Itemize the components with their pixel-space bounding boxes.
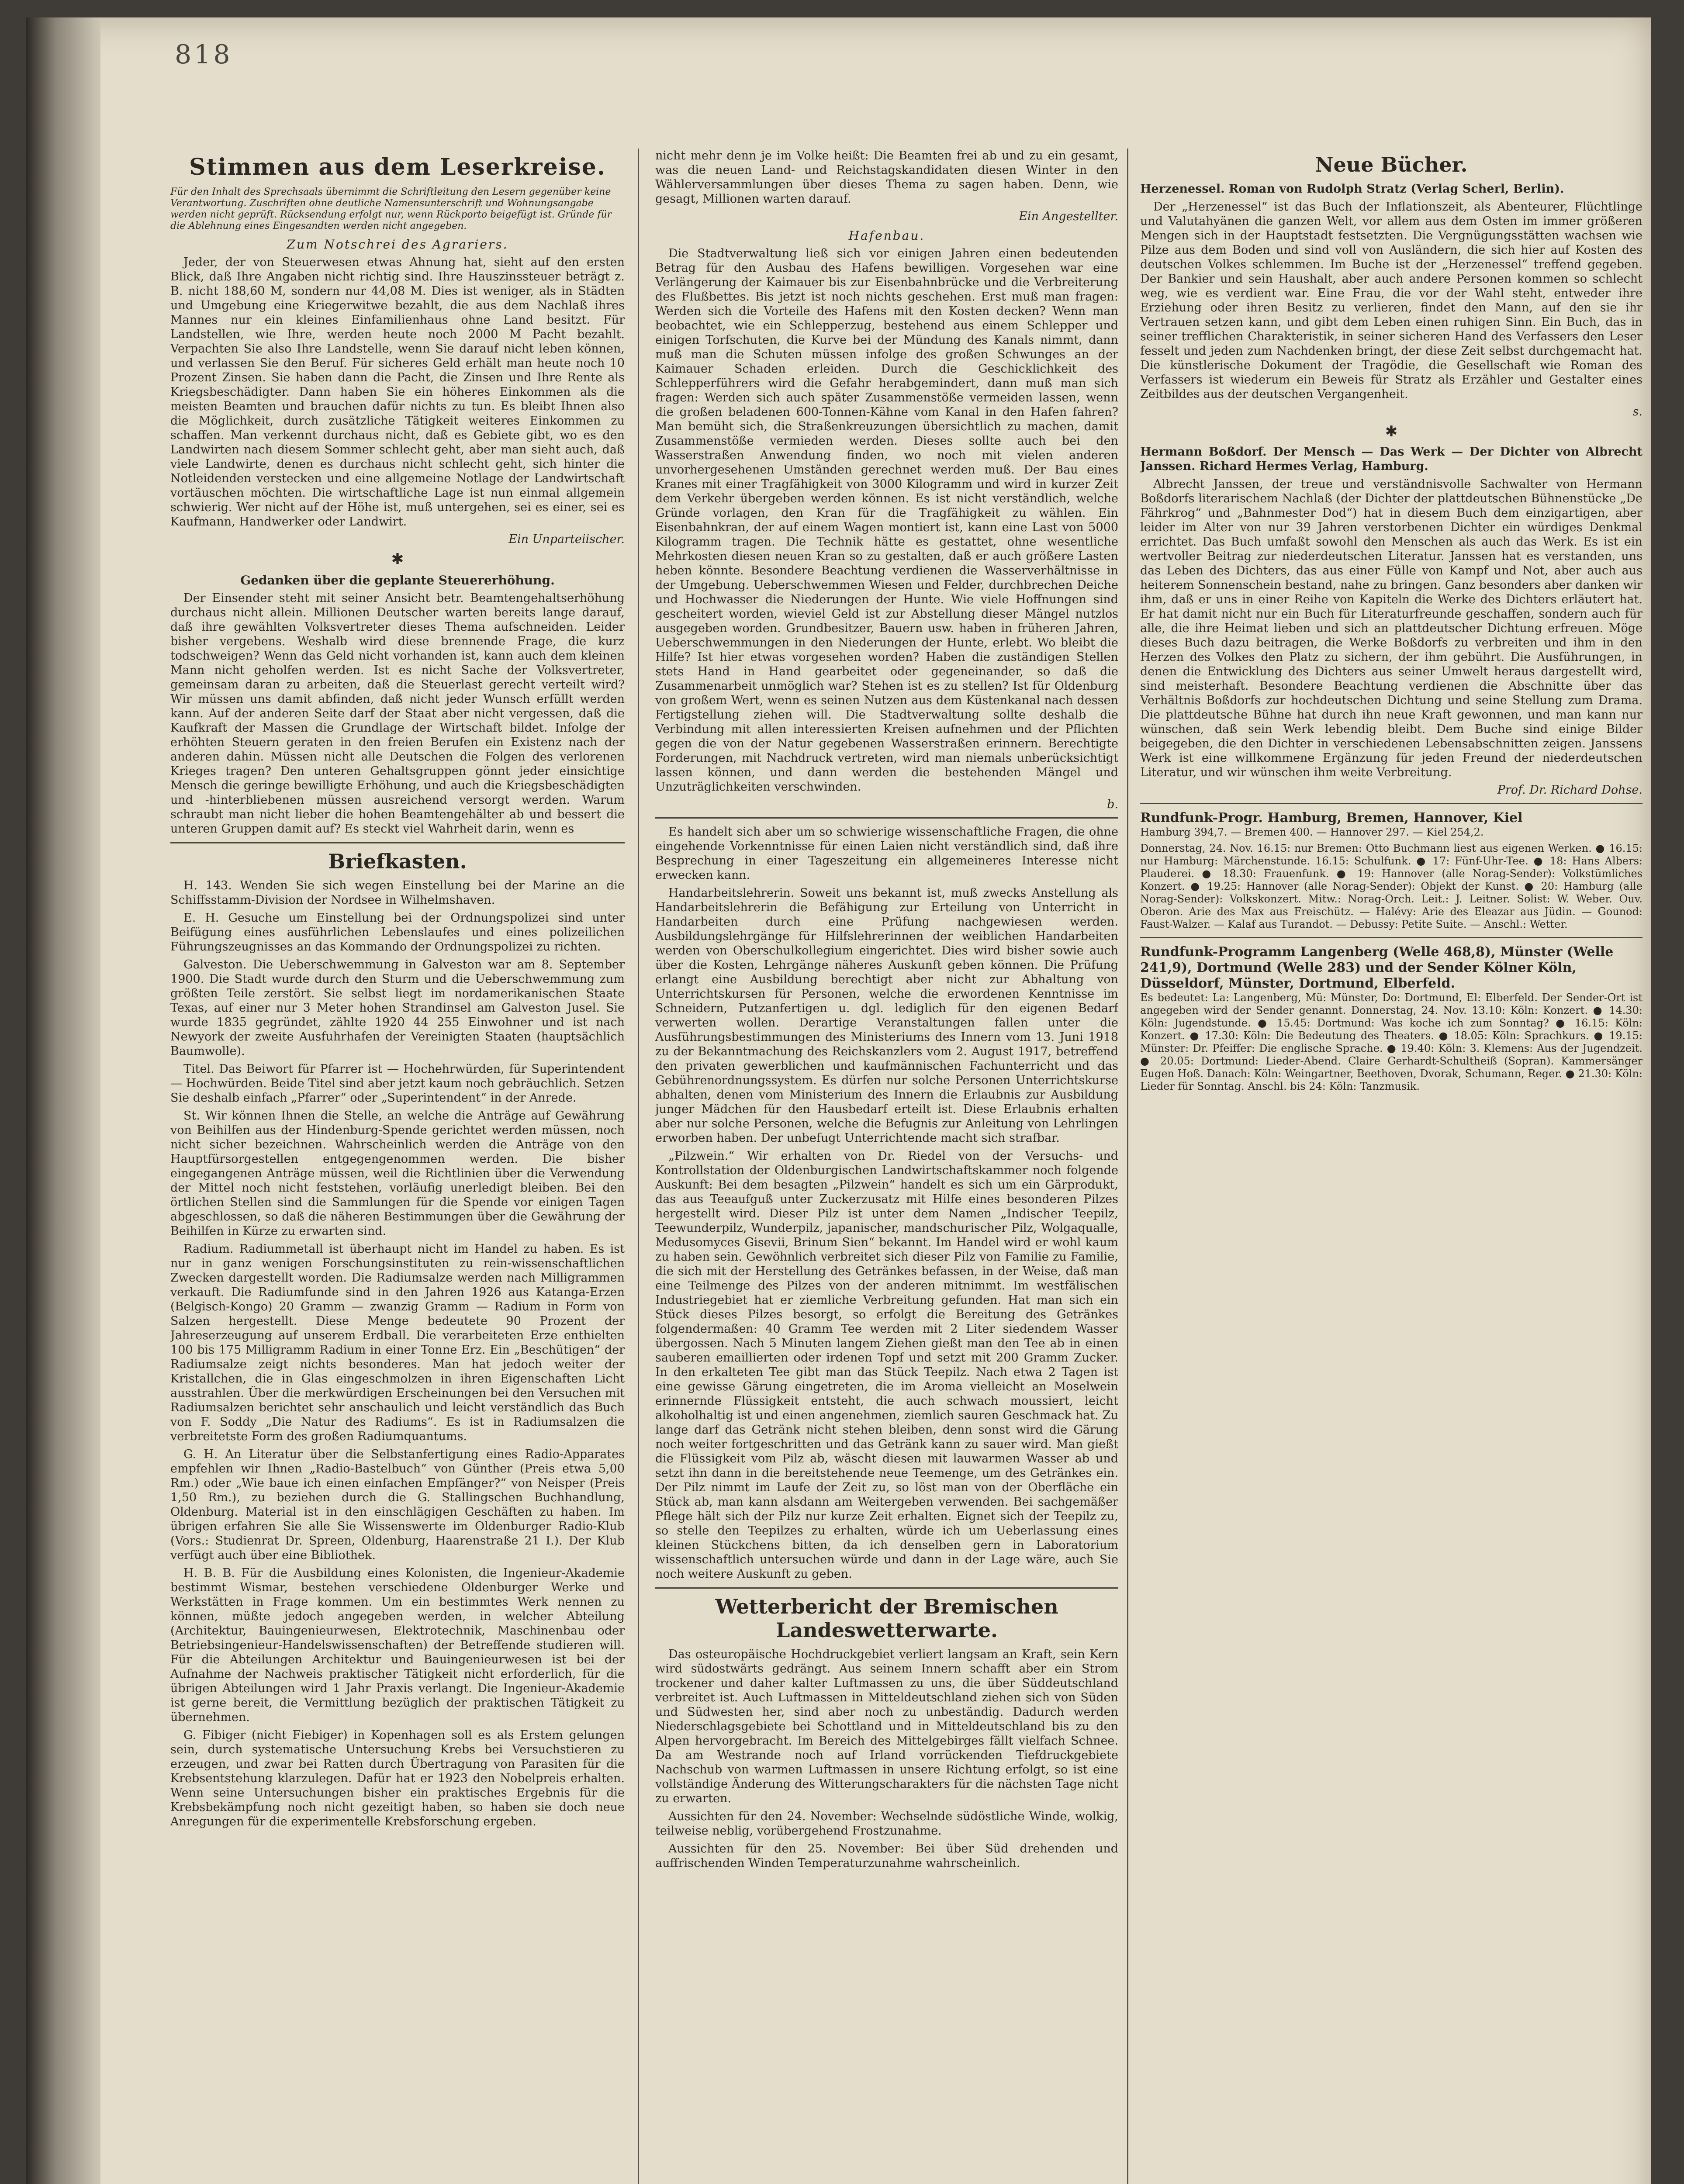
subsection-title-steuer: Gedanken über die geplante Steuererhöhung. (240, 573, 555, 587)
brief-item: „Pilzwein.“ Wir erhalten von Dr. Riedel von der Versuchs- und Kontrollstation der Oldenburgischen Landwirtschaftskammer noch folgende Auskunft: Bei dem besagten „Pilzwein“ handelt es sich um ein Gärprodukt, das aus Teeaufguß unter Zuckerzusatz mit Hilfe eines besonderen Pilzes hergestellt wird. Dieser Pilz ist unter dem Namen „Indischer Teepilz, Teewunderpilz, Wunderpilz, japanischer, mandschurischer Pilz, Wolgaqualle, Medusomyces Gisevii, Brinum Sien“ bekannt. Im Handel wird er wohl kaum zu haben sein. Gewöhnlich verbreitet sich dieser Pilz von Familie zu Familie, die sich mit der Herstellung des Getränkes befassen, in der Weise, daß man eine Teilmenge des Pilzes von der anderen mitnimmt. Im westfälischen Industriegebiet hat er ziemliche Verbreitung gefunden. Hat man sich ein Stück dieses Pilzes besorgt, so erfolgt die Bereitung des Getränkes folgendermaßen: 40 Gramm Tee werden mit 2 Liter siedendem Wasser übergossen. Nach 5 Minuten langem Ziehen gießt man den Tee ab in einen sauberen emaillierten oder irdenen Topf und setzt mit 200 Gramm Zucker. In den erkalteten Tee gibt man das Stück Teepilz. Nach etwa 2 Tagen ist eine gewisse Gärung eingetreten, die im Aroma vielleicht an Moselwein erinnernde Flüssigkeit entsteht, die auch schwach moussiert, leicht alkoholhaltig ist und einen angenehmen, ziemlich sauren Geschmack hat. Zu lange darf das Getränk nicht stehen bleiben, denn sonst wird die Gärung noch weiter fortgeschritten und das Getränk kann zu sauer wird. Man gießt die Flüssigkeit vom Pilz ab, wäscht diesen mit lauwarmen Wasser ab und setzt ihn dann in die bereitstehende neue Teemenge, um des Getränkes ein. Der Pilz nimmt im Laufe der Zeit zu, so löst man von der Oberfläche ein Stück ab, man kann alsdann am Weitergeben verwenden. Bei sachgemäßer Pflege hält sich der Pilz nur kurze Zeit erhalten. Eignet sich der Teepilz zu, so stelle den Teepilzes zu erhalten, würde ich um Ueberlassung eines kleinen Stückchens bitten, da ich denselben gern in Laboratorium wissenschaftlich untersuchen würde und dann in der Lage wäre, auch Sie noch weitere Auskunft zu geben. (655, 1149, 1118, 1581)
disclaimer-note: Für den Inhalt des Sprechsaals übernimmt die Schriftleitung den Lesern gegenüber keine Verantwortung. Zuschriften ohne deutliche Namensunterschrift und Wohnungsangabe werden nicht geprüft. Rücksendung erfolgt nur, wenn Rückporto beigefügt ist. Gründe für die Ablehnung eines Eingesandten werden nicht angegeben. (170, 187, 612, 232)
separator-star: ✱ (391, 550, 404, 568)
bottle-shape-icon (1236, 2180, 1568, 2184)
letter-steuer-body: Der Einsender steht mit seiner Ansicht betr. Beamtengehaltserhöhung durchaus nicht allein. Millionen Deutscher warten bereits lange darauf, daß ihre gewählten Volksvertreter dieses Thema aufschneiden. Leider bisher vergebens. Weshalb wird diese brennende Frage, die kurz todschweigen? Wenn das Geld nicht vorhanden ist, kann auch dem kleinen Mann nicht geholfen werden. Ist es nicht Sache der Volksvertreter, gemeinsam daran zu arbeiten, daß die Steuerlast gerecht verteilt wird? Wir müssen uns damit abfinden, daß nicht jeder Wunsch erfüllt werden kann. Auf der anderen Seite darf der Staat aber nicht vergessen, daß die Kaufkraft der Massen die Grundlage der Wirtschaft bildet. Infolge der erhöhten Steuern geraten in den freien Berufen ein Existenz nach der anderen dahin. Müssen nicht alle Deutschen die Folgen des verlorenen Krieges tragen? Den unteren Gehaltsgruppen gönnt jeder einsichtige Mensch die geringe bewilligte Erhöhung, und auch die Kriegsbeschädigten und -hinterbliebenen müssen ausreichend versorgt werden. Warum schraubt man nicht lieber die hohen Beamtengehälter ab und bessert die unteren Gruppen damit auf? Es steckt viel Wahrheit darin, wenn es (170, 591, 625, 836)
radio-hamburg-listings: Donnerstag, 24. Nov. 16.15: nur Bremen: Otto Buchmann liest aus eigenen Werken. ● 16.15: nur Hamburg: Märchenstunde. 16.15: Schulfunk. ● 17: Fünf-Uhr-Tee. ● 18: Hans Albers: Plauderei. ● 18.30: Frauenfunk. ● 19: Hannover (alle Norag-Sender): Volkstümliches Konzert. ● 19.25: Hannover (alle Norag-Sender): Objekt der Kunst. ● 20: Hamburg (alle Norag-Sender): Volkskonzert. Mitw.: Norag-Orch. Leit.: J. Leitner. Solist: W. Weber. Ouv. Oberon. Arie des Max aus Freischütz. — Halévy: Arie des Eleazar aus Jüdin. — Gounod: Faust-Walzer. — Kalaf aus Turandot. — Debussy: Petite Suite. — Anschl.: Wetter. (1140, 842, 1643, 930)
page-number: 818 (175, 39, 233, 70)
letter-continuation-signature: Ein Angestellter. (1019, 210, 1118, 223)
brief-item: Galveston. Die Ueberschwemmung in Galveston war am 8. September 1900. Die Stadt wurde durch den Sturm und die Ueberschwemmung zum größten Teile zerstört. Sie selbst liegt im nordamerikanischen Staate Texas, auf einer nur 3 Meter hohen Strandinsel am Galveston Jusel. Sie wurde 1835 gegründet, zählte 1920 44 255 Einwohner und ist nach Newyork der zweite Ausfuhrhafen der Vereinigten Staaten (hauptsächlich Baumwolle). (170, 958, 625, 1058)
column-rule-2 (1127, 149, 1128, 2184)
brief-item: H. 143. Wenden Sie sich wegen Einstellung bei der Marine an die Schiffsstamm-Division der Nordsee in Wilhelmshaven. (170, 879, 625, 907)
subsection-title-hafenbau: Hafenbau. (848, 228, 925, 243)
brief-item: G. Fibiger (nicht Fiebiger) in Kopenhagen soll es als Erstem gelungen sein, durch systematische Untersuchung Krebs bei Versuchstieren zu erzeugen, und zwar bei Ratten durch Übertragung von Parasiten für die Krebsentstehung klarzulegen. Dafür hat er 1923 den Nobelpreis erhalten. Wenn seine Untersuchungen bisher ein praktisches Ergebnis für die Krebsbekämpfung noch nicht gezeitigt haben, so haben sie doch neue Anregungen für die experimentelle Krebsforschung ergeben. (170, 1728, 625, 1828)
brief-item: E. H. Gesuche um Einstellung bei der Ordnungspolizei sind unter Beifügung eines ausführlichen Lebenslaufes und eines polizeilichen Führungszeugnisses an das Kommando der Ordnungspolizei zu richten. (170, 911, 625, 954)
brief-item: Titel. Das Beiwort für Pfarrer ist — Hochehrwürden, für Superintendent — Hochwürden. Beide Titel sind aber jetzt kaum noch gebräuchlich. Setzen Sie deshalb einfach „Pfarrer“ oder „Superintendent“ in der Anrede. (170, 1062, 625, 1105)
newspaper-page (26, 17, 1651, 2184)
section-divider (655, 1587, 1118, 1589)
section-title-neue-buecher: Neue Bücher. (1315, 153, 1468, 176)
mercier-bottle-logo (1236, 2180, 1568, 2184)
radio-program-hamburg (1140, 810, 1643, 931)
brief-item: G. H. An Literatur über die Selbstanfertigung eines Radio-Apparates empfehlen wir Ihnen „Radio-Bastelbuch“ von Günther (Preis etwa 5,00 Rm.) oder „Wie baue ich einen einfachen Empfänger?“ von Neisper (Preis 1,50 Rm.), zu beziehen durch die G. Stallingschen Buchhandlung, Oldenburg. Material ist in den einschlägigen Geschäften zu haben. Im übrigen erfahren Sie alle Sie Wissenswerte im Oldenburger Radio-Klub (Vors.: Studienrat Dr. Spreen, Oldenburg, Haarenstraße 21 I.). Der Klub verfügt auch über eine Bibliothek. (170, 1448, 625, 1562)
separator-star: ✱ (1385, 423, 1398, 440)
letter-hafenbau-body: Die Stadtverwaltung ließ sich vor einigen Jahren einen bedeutenden Betrag für den Ausbau des Hafens bewilligen. Vorgesehen war eine Verlängerung der Kaimauer bis zur Eisenbahnbrücke und die Verbreiterung des Flußbettes. Bis jetzt ist noch nichts geschehen. Erst muß man fragen: Werden sich die Vorteile des Hafens mit den Kosten decken? Wenn man beobachtet, wie ein Schlepperzug, bestehend aus einem Schlepper und einigen Torfschuten, die Kurve bei der Mündung des Kanals nimmt, dann muß man die Schuten müssen infolge des großen Schwunges an der Kaimauer Schaden erleiden. Durch die Geschicklichkeit des Schlepperführers wird die Gefahr herabgemindert, dann muß man sich fragen: Werden sich auch später Zusammenstöße vermeiden lassen, wenn die großen beladenen 600-Tonnen-Kähne vom Kanal in den Hafen fahren? Man bemüht sich, die Straßenkreuzungen übersichtlich zu machen, damit Zusammenstöße vermieden werden. Dieses sollte auch bei den Wasserstraßen Anwendung finden, wo noch mit vielen anderen unvorhergesehenen Umständen gerechnet werden muß. Der Bau eines Kranes mit einer Tragfähigkeit von 3000 Kilogramm und wird in kurzer Zeit dem Verkehr übergeben werden können. Es ist nicht verständlich, welche Gründe vorlagen, den Kran für die Tragfähigkeit zu wählen. Ein Eisenbahnkran, der auf einem Wagen montiert ist, kann eine Last von 5000 Kilogramm tragen. Die Technik hätte es gestattet, ohne wesentliche Mehrkosten diesen neuen Kran so zu gestalten, daß er auch größere Lasten heben könnte. Besondere Beachtung verdienen die Wasserverhältnisse in der Umgebung. Ueberschwemmen Wiesen und Felder, durchbrechen Deiche und Hochwasser die Niederungen der Hunte. Wie viele Hoffnungen sind gescheitert worden, wieviel Geld ist zur Abstellung dieser Mängel nutzlos ausgegeben worden. Grundbesitzer, Bauern usw. haben in früheren Jahren, Ueberschwemmungen in den Niederungen der Hunte, erlebt. Wo bleibt die Hilfe? Ist hier etwas vorgesehen worden? Haben die zuständigen Stellen stets Hand in Hand gearbeitet oder gegeneinander, so daß die Zusammenarbeit unmöglich war? Stehen ist es zu stellen? Ist für Oldenburg von großem Wert, wenn es seinen Nutzen aus dem Küstenkanal nach dessen Fertigstellung ziehen will. Die Stadtverwaltung sollte deshalb die Verbindung mit allen interessierten Kreisen aufnehmen und der Pflichten gegen die von der Natur gegebenen Wasserstraßen erinnern. Berechtigte Forderungen, mit Nachdruck vertreten, wird man niemals unberücksichtigt lassen können, und dann werden die bestehenden Mängel und Unzuträglichkeiten verschwinden. (655, 247, 1118, 794)
book-1-heading: Herzenessel. Roman von Rudolph Stratz (Verlag Scherl, Berlin). (1140, 182, 1564, 196)
brief-item: St. Wir können Ihnen die Stelle, an welche die Anträge auf Gewährung von Beihilfen aus der Hindenburg-Spende gerichtet werden müssen, noch nicht sicher bezeichnen. Wahrscheinlich werden die Anträge von den Hauptfürsorgestellen entgegengenommen werden. Die bisher eingegangenen Anträge müssen, weil die Richtlinien über die Verwendung der Mittel noch nicht feststehen, vorläufig unerledigt bleiben. Bei den örtlichen Stellen sind die Sammlungen für die Spende vor einigen Tagen abgeschlossen, so daß die näheren Bestimmungen über die Gewährung der Beihilfen in Kürze zu erwarten sind. (170, 1109, 625, 1238)
letter-continuation: nicht mehr denn je im Volke heißt: Die Beamten frei ab und zu ein gesamt, was die neuen Land- und Reichstagskandidaten diesen Winter in den Wählerversammlungen über dieses Thema zu sagen haben. Denn, wie gesagt, Millionen warten darauf. (655, 149, 1118, 206)
radio-program-langenberg (1140, 944, 1643, 1093)
radio-langenberg-listings: Es bedeutet: La: Langenberg, Mü: Münster, Do: Dortmund, El: Elberfeld. Der Sender-Ort ist angegeben wird der Sender genannt. Donnerstag, 24. Nov. 13.10: Köln: Konzert. ● 14.30: Köln: Jugendstunde. ● 15.45: Dortmund: Was koche ich zum Sonntag? ● 16.15: Köln: Konzert. ● 17.30: Köln: Die Bedeutung des Theaters. ● 18.05: Köln: Sprachkurs. ● 19.15: Münster: Dr. Pfeiffer: Die englische Sprache. ● 19.40: Köln: 3. Klemens: Aus der Jugendzeit. ● 20.05: Dortmund: Lieder-Abend. Claire Gerhardt-Schultheiß (Sopran). Kammersänger Eugen Hoß. Danach: Köln: Weingartner, Beethoven, Dvorak, Schumann, Reger. ● 21.30: Köln: Lieder für Sonntag. Anschl. bis 24: Köln: Tanzmusik. (1140, 992, 1643, 1092)
column-1 (170, 149, 625, 2184)
weather-forecast-24: Aussichten für den 24. November: Wechselnde südöstliche Winde, wolkig, teilweise neblig, vorübergehend Frostzunahme. (655, 1810, 1118, 1838)
radio-hamburg-heading: Rundfunk-Progr. Hamburg, Bremen, Hannover, Kiel (1140, 810, 1523, 826)
book-1-review: Der „Herzenessel“ ist das Buch der Inflationszeit, als Abenteurer, Flüchtlinge und Valutahyänen die ganzen Welt, vor allem aus dem Osten im immer größeren Mengen sich in der Hauptstadt festsetzten. Die Vergnügungsstätten wachsen wie Pilze aus dem Boden und sind voll von Ausländern, die sich hier auf Kosten des deutschen Volkes schlemmen. Im Buche ist der „Herzenessel“ treffend gegeben. Der Bankier und sein Haushalt, aber auch andere Personen kommen so schlecht weg, wie es verdient war. Eine Frau, die vor der Wahl steht, entweder ihre Erziehung oder ihren Besitz zu verlieren, findet den Mann, auf den sie ihr Vertrauen setzen kann, und gibt dem Leben einen ruhigen Sinn. Ein Buch, das in seiner trefflichen Charakteristik, in seiner sicheren Hand des Verfassers den Leser fesselt und jeden zum Nachdenken bringt, der diese Zeit selbst durchgemacht hat. Die künstlerische Dokument der Tragödie, die Gesellschaft wie Roman des Verfassers ist wiederum ein Beweis für Stratz als Erzähler und Gestalter eines Zeitbildes aus der deutschen Vergangenheit. (1140, 200, 1643, 401)
page-binding-fold (26, 17, 100, 2184)
letter-hafenbau-signature: b. (1107, 798, 1118, 811)
book-2-heading: Hermann Boßdorf. Der Mensch — Das Werk — Der Dichter von Albrecht Janssen. Richard Hermes Verlag, Hamburg. (1140, 445, 1643, 473)
column-2 (655, 149, 1118, 2184)
section-title-wetterbericht: Wetterbericht der Bremischen Landeswetterwarte. (715, 1595, 1058, 1642)
section-divider (1140, 937, 1643, 938)
section-title-briefkasten: Briefkasten. (328, 850, 467, 873)
brief-item: Radium. Radiummetall ist überhaupt nicht im Handel zu haben. Es ist nur in ganz wenigen Forschungsinstituten zu rein-wissenschaftlichen Zwecken dargestellt worden. Die Radiumsalze werden nach Milligrammen verkauft. Die Radiumfunde sind in den Jahren 1926 aus Katanga-Erzen (Belgisch-Kongo) 20 Gramm — zwanzig Gramm — Radium in Form von Salzen hergestellt. Diese Menge bedeutete 90 Prozent der Jahreserzeugung auf unserem Erdball. Die verarbeiteten Erze enthielten 100 bis 175 Milligramm Radium in einer Tonne Erz. Ein „Beschütigen“ der Radiumsalze zeigt nichts besonderes. Man hat jedoch weiter der Kristallchen, die in Glas eingeschmolzen in ihren Eigenschaften Licht ausstrahlen. Über die merkwürdigen Erscheinungen bei den Versuchen mit Radiumsalzen berichtet sehr anschaulich und leicht verständlich das Buch von F. Soddy „Die Natur des Radiums“. Es ist in Radiumsalzen die verbreitetste Form des großen Radiumquantums. (170, 1242, 625, 1443)
brief-item: Es handelt sich aber um so schwierige wissenschaftliche Fragen, die ohne eingehende Vorkenntnisse für einen Laien nicht verständlich sind, daß ihre Besprechung in einer Tageszeitung ein allgemeineres Interesse nicht erwecken kann. (655, 825, 1118, 882)
section-divider (1140, 803, 1643, 804)
section-title-leserkreise: Stimmen aus dem Leserkreise. (189, 154, 606, 180)
radio-langenberg-heading: Rundfunk-Programm Langenberg (Welle 468,8), Münster (Welle 241,9), Dortmund (Welle 283) und der Sender Kölner Köln, Düsseldorf, Münster, Dortmund, Elberfeld. (1140, 944, 1614, 991)
brief-item: Handarbeitslehrerin. Soweit uns bekannt ist, muß zwecks Anstellung als Handarbeitslehrerin die Befähigung zur Erteilung von Unterricht in Handarbeiten durch eine Prüfung nachgewiesen werden. Ausbildungslehrgänge für Hilfslehrerinnen der weiblichen Handarbeiten werden von Oberschulkollegium eingerichtet. Dies wird bisher sowie auch über die Kosten, Lehrgänge näheres Auskunft geben können. Die Prüfung erlangt eine Ausbildung berechtigt aber nicht zur Abhaltung von Unterrichtskursen für Personen, welche die erwordenen Kenntnisse im Schneidern, Putzanfertigen u. dgl. lediglich für den eigenen Bedarf verwerten wollen. Derartige Veranstaltungen fallen unter die Ausführungsbestimmungen des Ministeriums des Innern vom 13. Juni 1918 zu der Bekanntmachung des Reichskanzlers vom 2. August 1917, betreffend den privaten gewerblichen und kaufmännischen Fachunterricht und das Gebührenordnungssystem. Es dürfen nur solche Personen Unterrichtskurse abhalten, denen vom Ministerium des Innern die Erlaubnis zur Ausbildung junger Mädchen für den Hausbedarf erteilt ist. Diese Erlaubnis erhalten aber nur solche Personen, welche die Befugnis zur Anleitung von Lehrlingen erworben haben. Der unbefugt Unterrichtende macht sich strafbar. (655, 886, 1118, 1145)
mercier-advertisement (1162, 2180, 1643, 2184)
radio-hamburg-frequencies: Hamburg 394,7. — Bremen 400. — Hannover 297. — Kiel 254,2. (1140, 826, 1484, 838)
letter-agrarier-signature: Ein Unparteiischer. (508, 532, 625, 546)
column-3 (1140, 149, 1643, 2158)
brief-item: H. B. B. Für die Ausbildung eines Kolonisten, die Ingenieur-Akademie bestimmt Wismar, bestehen verschiedene Oldenburger Werke und Werkstätten in Frage kommen. Um ein bestimmtes Werk nennen zu können, müßte jedoch angegeben werden, in welcher Abteilung (Architektur, Bauingenieurwesen, Elektrotechnik, Maschinenbau oder Betriebsingenieur-Handelswissenschaften) der Betreffende studieren will. Für die Abteilungen Architektur und Bauingenieurwesen ist bei der Aufnahme der Nachweis praktischer Tätigkeit nicht erforderlich, für die übrigen Abteilungen wird 1 Jahr Praxis verlangt. Die Ingenieur-Akademie ist gerne bereit, die Vermittlung bezüglich der praktischen Tätigkeit zu übernehmen. (170, 1566, 625, 1724)
weather-forecast-25: Aussichten für den 25. November: Bei über Süd drehenden und auffrischenden Winden Temperaturzunahme wahrscheinlich. (655, 1842, 1118, 1870)
column-rule-1 (638, 149, 639, 2184)
book-1-signature: s. (1632, 405, 1643, 418)
subsection-title-agrarier: Zum Notschrei des Agrariers. (287, 237, 508, 252)
section-divider (655, 817, 1118, 819)
section-divider (170, 842, 625, 843)
weather-body: Das osteuropäische Hochdruckgebiet verliert langsam an Kraft, sein Kern wird südostwärts gedrängt. Aus seinem Innern schafft aber ein Strom trockener und daher kalter Luftmassen zu uns, die über Süddeutschland verbreitet ist. Auch Luftmassen in Mitteldeutschland ziehen sich von Süden und Südwesten her, sind aber noch zu unbeständig. Dadurch werden Niederschlagsgebiete bei Schottland und in Mitteldeutschland bis zu den Alpen hervorgebracht. Im Bereich des Mittelgebirges fällt vielfach Schnee. Da am Westrande noch auf Irland vorrückenden Tiefdruckgebiete Nachschub von warmen Luftmassen in unsere Richtung erfolgt, so ist eine vollständige Änderung des Witterungscharakters für die nächsten Tage nicht zu erwarten. (655, 1648, 1118, 1805)
book-2-review: Albrecht Janssen, der treue und verständnisvolle Sachwalter von Hermann Boßdorfs literarischem Nachlaß (der Dichter der plattdeutschen Bühnenstücke „De Fährkrog“ und „Bahnmester Dod“) hat in diesem Buch dem einzigartigen, aber leider im Alter von nur 39 Jahren verstorbenen Dichter ein würdiges Denkmal errichtet. Das Buch umfaßt sowohl den Menschen als auch das Werk. Es ist ein wertvoller Beitrag zur niederdeutschen Literatur. Janssen hat es verstanden, uns das Leben des Dichters, das aus einer Fülle von Kampf und Not, aber auch aus heiterem Sonnenschein bestand, nahe zu bringen. Ganz besonders aber danken wir ihm, daß er uns in einer Reihe von Kapiteln die Werke des Dichters erläutert hat. Er hat damit nicht nur ein Buch für Literaturfreunde geschaffen, sondern auch für alle, die ihre Heimat lieben und sich an plattdeutscher Dichtung erfreuen. Möge dieses Buch dazu beitragen, die Werke Boßdorfs zu verbreiten und ihm in den Herzen des Volkes den Platz zu sichern, der ihm gebührt. Die Ausführungen, in denen die Entwicklung des Dichters aus seiner Umwelt heraus dargestellt wird, sind meisterhaft. Besondere Beachtung verdienen die Abschnitte über das Verhältnis Boßdorfs zur hochdeutschen Dichtung und seine Stellung zum Drama. Die plattdeutsche Bühne hat durch ihn neue Kraft gewonnen, und man kann nur wünschen, daß sein Werk lebendig bleibt. Dem Buche sind einige Bilder beigegeben, die den Dichter in verschiedenen Lebensabschnitten zeigen. Janssens Werk ist eine willkommene Ergänzung für jeden Freund der niederdeutschen Literatur, und wir wünschen ihm weite Verbreitung. (1140, 477, 1643, 779)
letter-agrarier-body: Jeder, der von Steuerwesen etwas Ahnung hat, sieht auf den ersten Blick, daß Ihre Angaben nicht richtig sind. Ihre Hauszinssteuer beträgt z. B. nicht 188,60 M, sondern nur 44,08 M. Dies ist weniger, als in Städten und Umgebung eine Kriegerwitwe bezahlt, die aus dem Nachlaß ihres Mannes nur ein kleines Einfamilienhaus ohne Land besitzt. Für Landstellen, wie Ihre, werden heute noch 2000 M Pacht bezahlt. Verpachten Sie also Ihre Landstelle, wenn Sie darauf nicht leben können, und verlassen Sie den Beruf. Für sicheres Geld erhält man heute noch 10 Prozent Zinsen. Sie haben dann die Pacht, die Zinsen und Ihre Rente als Kriegsbeschädigter. Dann haben Sie ein höheres Einkommen als die meisten Beamten und brauchen dafür nichts zu tun. Es bleibt Ihnen also die Möglichkeit, durch zusätzliche Tätigkeit weiteres Einkommen zu schaffen. Man verkennt durchaus nicht, daß es Gebiete gibt, wo es den Landwirten nach diesem Sommer schlecht geht, aber man sieht auch, daß viele Landwirte, denen es durchaus nicht schlecht geht, sich hinter die Notleidenden verstecken und eine allgemeine Notlage der Landwirtschaft vortäuschen möchten. Die wirtschaftliche Lage ist nun einmal allgemein schwierig. Wer nicht auf der Höhe ist, muß untergehen, sei es einer, sei es Kaufmann, Handwerker oder Landwirt. (170, 256, 625, 529)
book-2-signature: Prof. Dr. Richard Dohse. (1497, 783, 1643, 797)
